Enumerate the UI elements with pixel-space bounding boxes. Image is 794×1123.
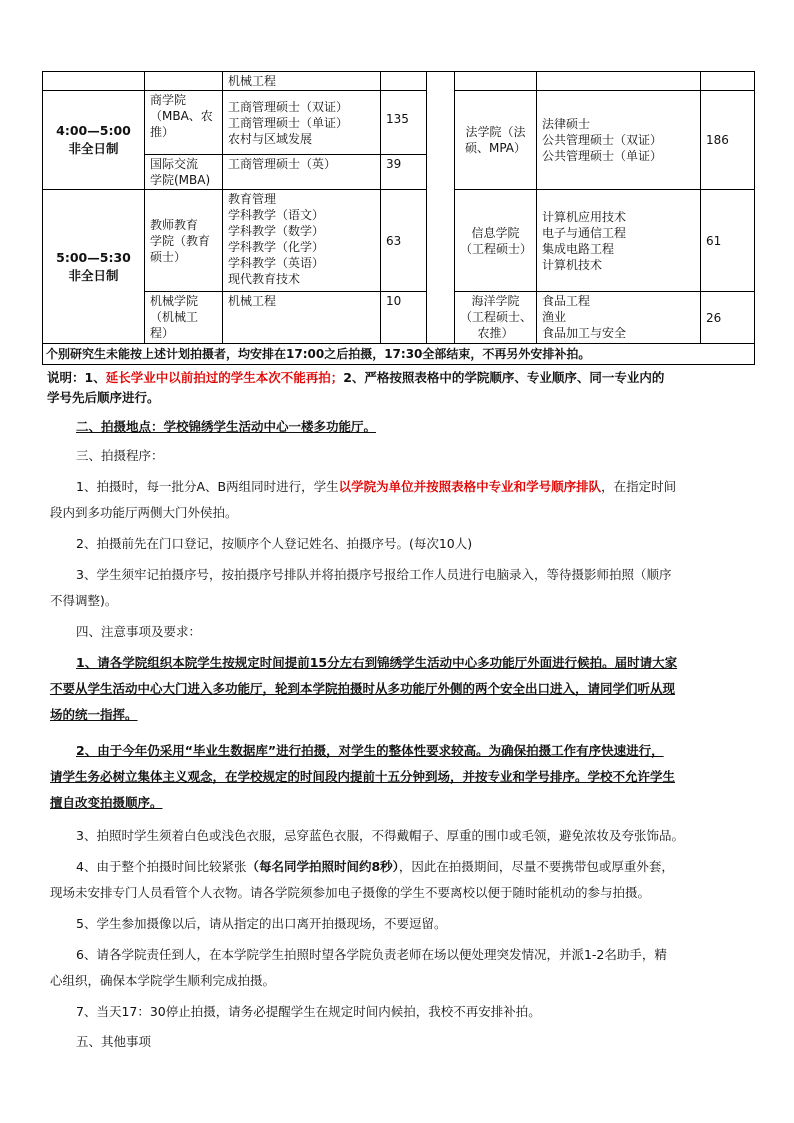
count-cell: 39 xyxy=(381,155,427,190)
college-cell: 商学院 （MBA、农 推） xyxy=(145,91,223,155)
major-cell: 工商管理硕士（英） xyxy=(223,155,381,190)
major-cell: 工商管理硕士（双证） 工商管理硕士（单证） 农村与区域发展 xyxy=(223,91,381,155)
table-row xyxy=(43,190,755,292)
count-cell: 63 xyxy=(381,190,427,292)
section-2-location: 二、拍摄地点：学校锦绣学生活动中心一楼多功能厅。 xyxy=(76,419,377,434)
time-slot-cell: 4:00—5:00 非全日制 xyxy=(43,91,145,190)
section-3-title: 三、拍摄程序： xyxy=(76,448,164,463)
table-footnote-row xyxy=(43,344,755,365)
college-cell: 机械学院 （机械工 程） xyxy=(145,292,223,344)
schedule-table xyxy=(42,71,755,365)
count-cell: 186 xyxy=(701,91,755,190)
college-cell: 法学院（法 硕、MPA） xyxy=(455,91,537,190)
table-row xyxy=(43,72,755,91)
table-row xyxy=(43,91,755,155)
section-4-paragraph-3: 3、拍照时学生须着白色或浅色衣服，忌穿蓝色衣服，不得戴帽子、厚重的围巾或毛领，避免浓妆及夸张饰品。 xyxy=(76,828,684,843)
section-4-paragraph-6: 6、请各学院责任到人，在本学院学生拍照时望各学院负责老师在场以便处理突发情况，并派1-2名助手，精 心组织，确保本学院学生顺利完成拍摄。 xyxy=(50,947,667,988)
count-cell: 10 xyxy=(381,292,427,344)
college-cell: 国际交流 学院(MBA) xyxy=(145,155,223,190)
section-4-paragraph-4: 4、由于整个拍摄时间比较紧张（每名同学拍照时间约8秒），因此在拍摄期间，尽量不要携带包或厚重外套， 现场未安排专门人员看管个人衣物。请各学院须参加电子摄像的学生不要离校以便于随时能机动的参与拍摄。 xyxy=(50,859,674,900)
count-cell: 26 xyxy=(701,292,755,344)
table-footnote: 个别研究生未能按上述计划拍摄者，均安排在17:00之后拍摄，17:30全部结束，不再另外安排补拍。 xyxy=(43,344,755,365)
section-3-paragraph-3: 3、学生须牢记拍摄序号，按拍摄序号排队并将拍摄序号报给工作人员进行电脑录入，等待摄影师拍照（顺序 不得调整)。 xyxy=(50,567,672,608)
count-cell: 61 xyxy=(701,190,755,292)
table-row xyxy=(43,292,755,344)
section-4-title: 四、注意事项及要求： xyxy=(76,624,202,639)
note: 说明：1、延长学业中以前拍过的学生本次不能再拍；2、严格按照表格中的学院顺序、专业顺序、同一专业内的 学号先后顺序进行。 xyxy=(47,370,665,405)
section-3-paragraph-1: 1、拍摄时，每一批分A、B两组同时进行，学生以学院为单位并按照表格中专业和学号顺序排队，在指定时间 段内到多功能厅两侧大门外侯拍。 xyxy=(50,479,677,520)
college-cell: 信息学院 （工程硕士） xyxy=(455,190,537,292)
count-cell: 135 xyxy=(381,91,427,155)
section-5-title: 五、其他事项 xyxy=(76,1034,152,1049)
major-cell: 食品工程 渔业 食品加工与安全 xyxy=(537,292,701,344)
college-cell: 教师教育 学院（教育 硕士） xyxy=(145,190,223,292)
section-4-paragraph-7: 7、当天17：30停止拍摄，请务必提醒学生在规定时间内候拍，我校不再安排补拍。 xyxy=(76,1004,541,1019)
section-4-paragraph-5: 5、学生参加摄像以后，请从指定的出口离开拍摄现场，不要逗留。 xyxy=(76,916,447,931)
time-slot-cell: 5:00—5:30 非全日制 xyxy=(43,190,145,344)
major-cell: 教育管理 学科教学（语文） 学科教学（数学） 学科教学（化学） 学科教学（英语） 现代教育技术 xyxy=(223,190,381,292)
college-cell: 海洋学院 （工程硕士、 农推） xyxy=(455,292,537,344)
major-cell: 机械工程 xyxy=(223,292,381,344)
section-4-paragraph-1: 1、请各学院组织本院学生按规定时间提前15分左右到锦绣学生活动中心多功能厅外面进行候拍。届时请大家 不要从学生活动中心大门进入多功能厅，轮到本学院拍摄时从多功能厅外侧的两个安全出口进入，请同学们听从现 场的统一指挥。 xyxy=(50,655,678,722)
major-cell: 计算机应用技术 电子与通信工程 集成电路工程 计算机技术 xyxy=(537,190,701,292)
section-3-paragraph-2: 2、拍摄前先在门口登记，按顺序个人登记姓名、拍摄序号。(每次10人) xyxy=(76,536,473,551)
major-cell: 机械工程 xyxy=(223,72,381,91)
section-4-paragraph-2: 2、由于今年仍采用“毕业生数据库”进行拍摄，对学生的整体性要求较高。为确保拍摄工作有序快速进行， 请学生务必树立集体主义观念，在学校规定的时间段内提前十五分钟到场，并按专业和学号排序。学校不允许学生 擅自改变拍摄顺序。 xyxy=(50,743,676,810)
major-cell: 法律硕士 公共管理硕士（双证） 公共管理硕士（单证） xyxy=(537,91,701,190)
